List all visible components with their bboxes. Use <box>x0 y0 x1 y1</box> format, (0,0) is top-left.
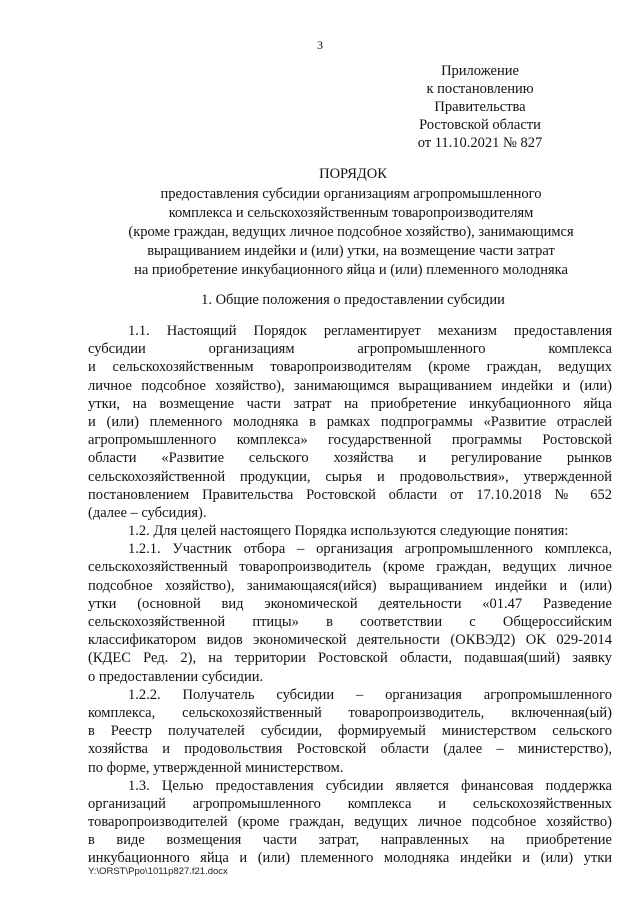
body-line: постановлением Правительства Ростовской области от 17.10.2018 № 652 <box>88 486 612 503</box>
subtitle-line: на приобретение инкубационного яйца и (или) племенного молодняка <box>134 262 568 278</box>
body-line: хозяйства и продовольствия Ростовской области (далее – министерство), <box>88 741 612 758</box>
body-line: в Реестр получателей субсидии, формируемый министерством сельского <box>88 723 612 740</box>
body-line: сельскохозяйственной птицы» в соответствии с Общероссийским <box>88 614 612 630</box>
appendix-line: Приложение <box>441 63 519 79</box>
body-line: сельскохозяйственной продукции, сырья и продовольствия», утвержденной <box>88 468 612 485</box>
body-line: в виде возмещения части затрат, направленных на приобретение <box>88 832 612 849</box>
appendix-line: к постановлению <box>426 81 534 97</box>
body-line: 1.3. Целью предоставления субсидии является финансовая поддержка <box>128 777 612 794</box>
body-line: области «Развитие сельского хозяйства и регулирование рынков <box>88 450 612 467</box>
subtitle-line: предоставления субсидии организациям агропромышленного <box>160 186 542 202</box>
body-line: агропромышленного комплекса» государственной программы Ростовской <box>88 432 612 449</box>
body-line: по форме, утвержденной министерством. <box>88 759 344 776</box>
body-line: и (или) племенного молодняка в рамках подпрограммы «Развитие отраслей <box>88 413 612 430</box>
body-text <box>88 322 612 868</box>
body-line: 1.1. Настоящий Порядок регламентирует механизм предоставления <box>128 323 612 339</box>
body-line: 1.2.1. Участник отбора – организация агропромышленного комплекса, <box>128 541 612 558</box>
body-line: (далее – субсидия). <box>88 504 207 521</box>
body-line: личное подсобное хозяйство), занимающимся выращиванием индейки и (или) <box>88 377 612 394</box>
body-line: 1.2.2. Получатель субсидии – организация агропромышленного <box>128 686 612 703</box>
appendix-line: от 11.10.2021 № 827 <box>417 135 543 151</box>
body-line: и сельскохозяйственным товаропроизводителям (кроме граждан, ведущих <box>88 359 612 376</box>
body-line: сельскохозяйственный товаропроизводитель (кроме граждан, ведущих личное <box>88 559 612 576</box>
subtitle-line: комплекса и сельскохозяйственным товаропроизводителям <box>168 205 534 221</box>
body-line: товаропроизводителей (кроме граждан, ведущих личное подсобное хозяйство) <box>88 814 612 831</box>
document-subtitle <box>90 185 612 280</box>
appendix-line: Ростовской области <box>419 117 541 133</box>
body-line: инкубационного яйца и (или) племенного молодняка индейки и (или) утки <box>88 850 612 867</box>
appendix-line: Правительства <box>434 99 526 115</box>
body-line: утки (основной вид экономической деятельности «01.47 Разведение <box>88 595 612 612</box>
section-heading: 1. Общие положения о предоставлении субсидии <box>201 292 505 308</box>
body-line: о предоставлении субсидии. <box>88 668 264 685</box>
body-line: (КДЕС Ред. 2), на территории Ростовской области, подавшая(ший) заявку <box>88 650 612 667</box>
body-line: утки, на возмещение части затрат на приобретение инкубационного яйца <box>88 395 612 412</box>
body-line: подсобное хозяйство), занимающаяся(ийся) выращиванием индейки и (или) <box>88 577 612 594</box>
body-line: классификатором видов экономической деятельности (ОКВЭД2) ОК 029-2014 <box>88 632 612 649</box>
document-title: ПОРЯДОК <box>319 166 387 182</box>
page-number: 3 <box>317 38 323 52</box>
body-line: 1.2. Для целей настоящего Порядка используются следующие понятия: <box>128 523 569 540</box>
body-line: организаций агропромышленного комплекса и сельскохозяйственных <box>88 795 612 812</box>
body-line: субсидии организациям агропромышленного комплекса <box>88 341 612 358</box>
subtitle-line: выращиванием индейки и (или) утки, на возмещение части затрат <box>147 243 555 259</box>
body-line: комплекса, сельскохозяйственный товаропроизводитель, включенная(ый) <box>88 704 612 721</box>
footer-file-path: Y:\ORST\Ppo\1011p827.f21.docx <box>88 866 228 877</box>
subtitle-line: (кроме граждан, ведущих личное подсобное хозяйство), занимающимся <box>128 224 574 240</box>
appendix-block <box>380 62 580 152</box>
